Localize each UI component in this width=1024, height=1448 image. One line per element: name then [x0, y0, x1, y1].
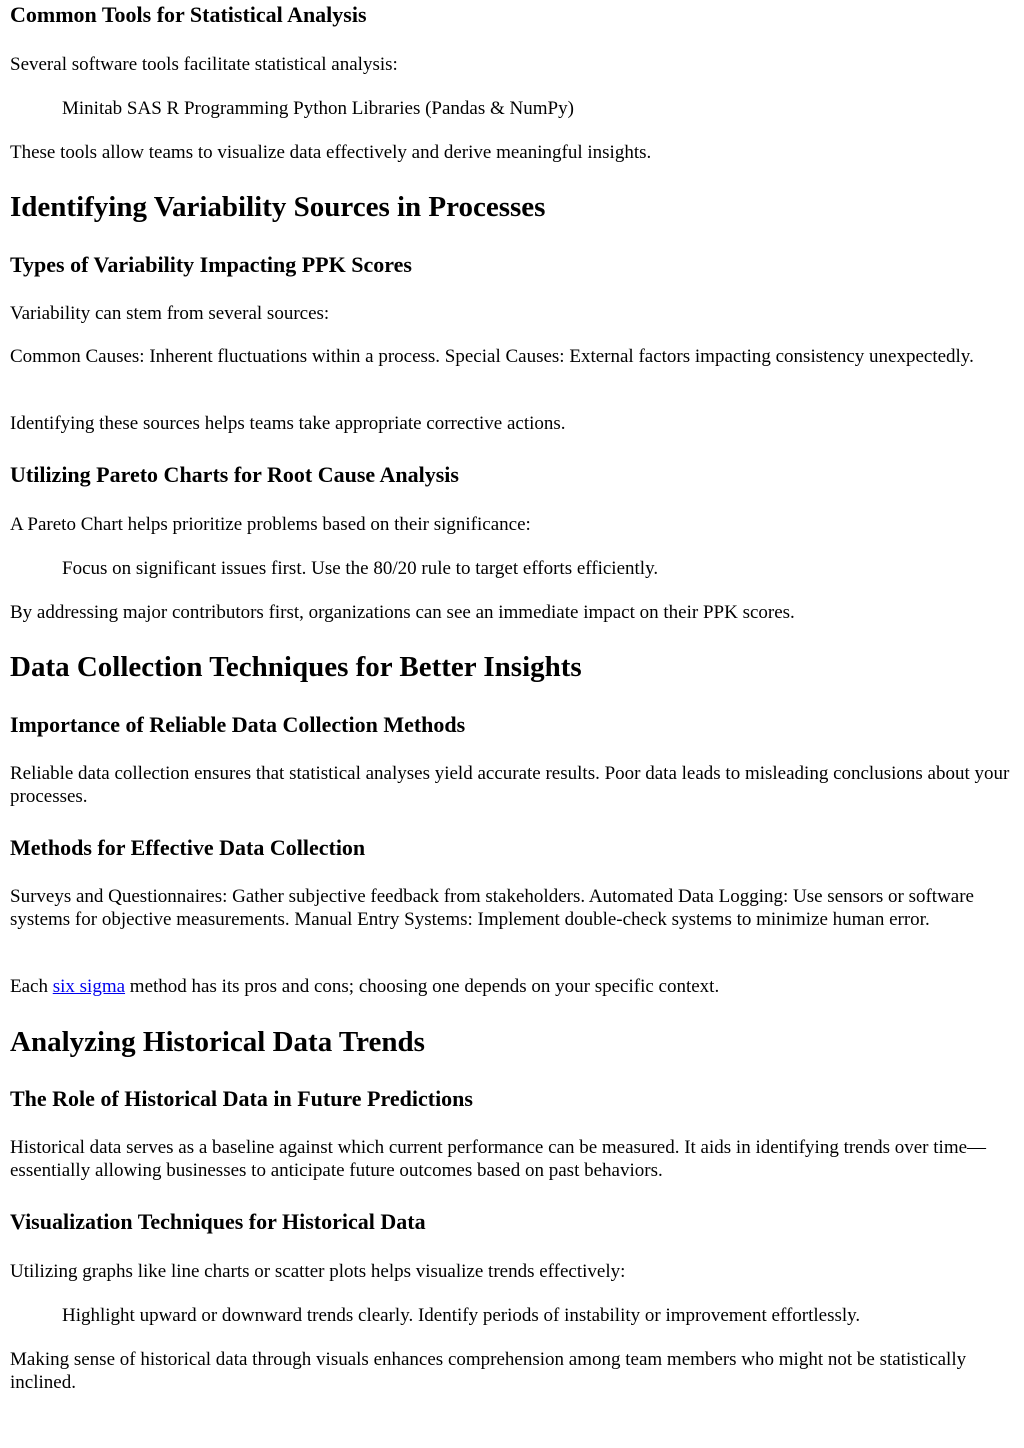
- methods-heading: Methods for Effective Data Collection: [10, 835, 366, 860]
- pareto-intro: A Pareto Chart helps prioritize problems based on their significance:: [10, 514, 531, 535]
- visualization-list: Highlight upward or downward trends clearly. Identify periods of instability or improvement effortlessly.: [62, 1305, 861, 1326]
- variability-types-outro: Identifying these sources helps teams take appropriate corrective actions.: [10, 413, 566, 434]
- methods-body: Surveys and Questionnaires: Gather subjective feedback from stakeholders. Automated Data Logging: Use sensors or software systems for objective measurements. Manual Entry Systems: Implement double-check systems to minimize human error.: [10, 886, 974, 930]
- historical-heading: Analyzing Historical Data Trends: [10, 1026, 425, 1058]
- methods-outro-before: Each: [10, 976, 53, 997]
- importance-body: Reliable data collection ensures that statistical analyses yield accurate results. Poor data leads to misleading conclusions about your processes.: [10, 763, 1010, 807]
- variability-heading: Identifying Variability Sources in Processes: [10, 191, 546, 223]
- data-collection-heading: Data Collection Techniques for Better Insights: [10, 651, 582, 683]
- visualization-outro: Making sense of historical data through visuals enhances comprehension among team members who might not be statistically inclined.: [10, 1349, 967, 1393]
- visualization-heading: Visualization Techniques for Historical Data: [10, 1209, 426, 1234]
- variability-causes: Common Causes: Inherent fluctuations within a process. Special Causes: External factors impacting consistency unexpectedly.: [10, 346, 974, 367]
- pareto-heading: Utilizing Pareto Charts for Root Cause Analysis: [10, 462, 459, 487]
- visualization-intro: Utilizing graphs like line charts or scatter plots helps visualize trends effectively:: [10, 1261, 626, 1282]
- importance-heading: Importance of Reliable Data Collection Methods: [10, 712, 466, 737]
- methods-outro: [10, 975, 719, 998]
- tools-intro: Several software tools facilitate statistical analysis:: [10, 54, 398, 75]
- methods-outro-after: method has its pros and cons; choosing one depends on your specific context.: [125, 976, 720, 997]
- variability-types-intro: Variability can stem from several sources:: [10, 303, 330, 324]
- six-sigma-link[interactable]: six sigma: [52, 976, 126, 997]
- role-body: Historical data serves as a baseline against which current performance can be measured. It aids in identifying trends over time—essentially allowing businesses to anticipate future outcomes based on past behaviors.: [10, 1137, 987, 1181]
- tools-list: Minitab SAS R Programming Python Libraries (Pandas & NumPy): [62, 98, 574, 119]
- pareto-list: Focus on significant issues first. Use the 80/20 rule to target efforts efficiently.: [62, 558, 659, 579]
- variability-types-heading: Types of Variability Impacting PPK Scores: [10, 252, 412, 277]
- pareto-outro: By addressing major contributors first, organizations can see an immediate impact on their PPK scores.: [10, 602, 795, 623]
- role-heading: The Role of Historical Data in Future Predictions: [10, 1086, 473, 1111]
- tools-heading: Common Tools for Statistical Analysis: [10, 2, 367, 27]
- tools-outro: These tools allow teams to visualize data effectively and derive meaningful insights.: [10, 142, 652, 163]
